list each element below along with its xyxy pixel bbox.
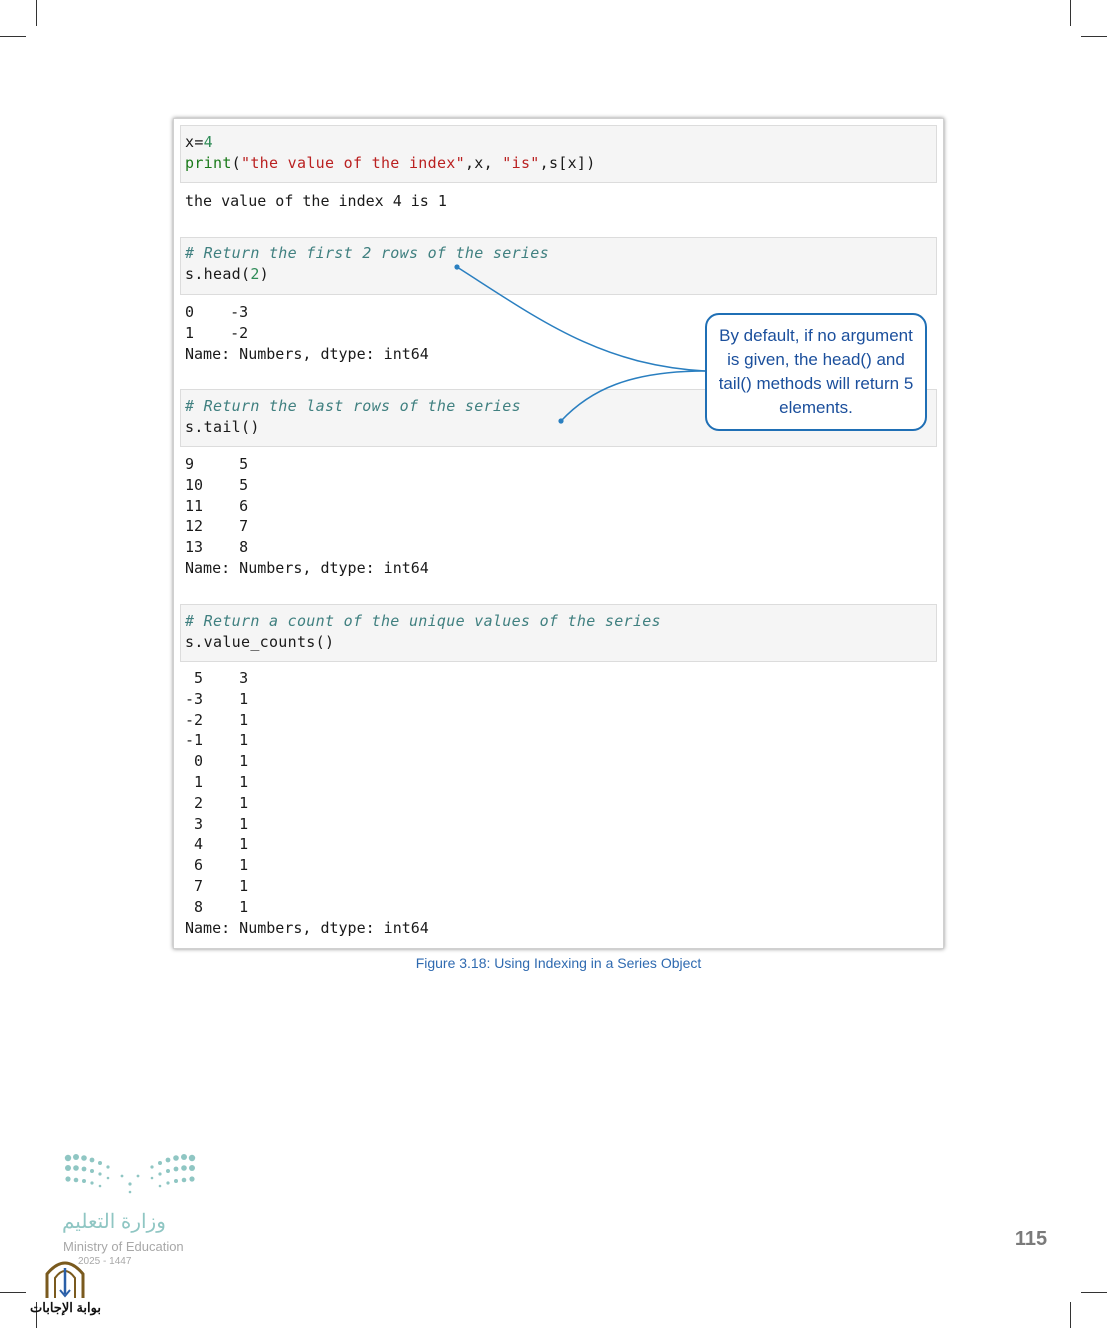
code-token: s.value_counts() [185, 633, 335, 651]
code-token: s.head( [185, 265, 251, 283]
page-number: 115 [1014, 1228, 1048, 1250]
code-line [185, 611, 661, 632]
code-token: # Return the first 2 rows of the series [185, 244, 549, 262]
callout-box [705, 313, 927, 431]
crop-mark [1070, 1302, 1071, 1328]
code-token: # Return a count of the unique values of the series [185, 612, 661, 630]
code-token: 2 [250, 265, 260, 283]
code-input [185, 132, 596, 174]
callout-text: By default, if no argument is given, the head() and tail() methods will return 5 elements. [718, 326, 914, 417]
code-token: ,s[x]) [539, 154, 596, 172]
code-line [185, 417, 521, 438]
cell-output: 5 3 -3 1 -2 1 -1 1 0 1 1 1 2 1 3 1 4 1 6 1 7 1 8 1 Name: Numbers, dtype: int64 [185, 669, 429, 937]
code-line [185, 632, 661, 653]
code-token: "the value of the index" [241, 154, 465, 172]
code-token: print [185, 154, 232, 172]
crop-mark [36, 0, 37, 26]
ministry-name-english: Ministry of Education [63, 1239, 184, 1254]
answers-gate-label: بوابة الإجابات [30, 1300, 101, 1315]
crop-mark [0, 1292, 26, 1293]
code-line [185, 243, 549, 264]
code-token: ( [231, 154, 241, 172]
crop-mark [1081, 1292, 1107, 1293]
ministry-year: 2025 - 1447 [78, 1256, 132, 1267]
code-token: 4 [203, 133, 214, 151]
code-input [185, 396, 521, 438]
code-token: ) [259, 265, 270, 283]
code-input [185, 243, 549, 285]
code-token: s.tail() [185, 418, 260, 436]
crop-mark [1070, 0, 1071, 26]
ministry-logo-icon [62, 1152, 202, 1194]
code-input [185, 611, 661, 653]
code-line [185, 264, 549, 285]
crop-mark [1081, 36, 1107, 37]
code-token: # Return the last rows of the series [185, 397, 521, 415]
code-token: "is" [502, 154, 540, 172]
cell-output: 0 -3 1 -2 Name: Numbers, dtype: int64 [185, 303, 429, 363]
code-line [185, 396, 521, 417]
ministry-name-arabic: وزارة التعليم [62, 1211, 166, 1233]
figure-caption: Figure 3.18: Using Indexing in a Series Object [415, 955, 702, 971]
code-line [185, 132, 596, 153]
cell-output: 9 5 10 5 11 6 12 7 13 8 Name: Numbers, dtype: int64 [185, 455, 429, 577]
answers-gate-icon [43, 1254, 87, 1300]
code-token: x= [185, 133, 204, 151]
code-line [185, 153, 596, 174]
code-token: ,x, [464, 154, 503, 172]
crop-mark [0, 36, 26, 37]
cell-output: the value of the index 4 is 1 [185, 192, 447, 210]
